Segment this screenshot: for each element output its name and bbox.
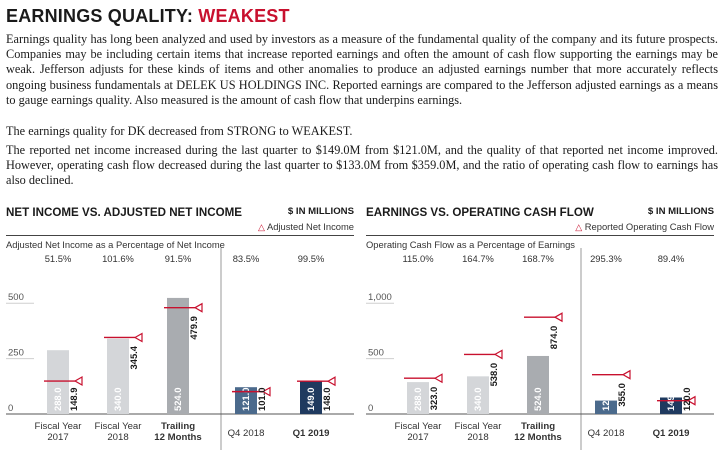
y-tick-label: 1,000: [368, 292, 392, 304]
percentage-label: 51.5%: [44, 253, 72, 264]
bar-value-label: 149.0: [305, 387, 316, 411]
legend-label: Adjusted Net Income: [266, 221, 354, 232]
net-income-panel: [6, 200, 354, 456]
triangle-marker-icon: [435, 374, 442, 382]
marker-value-label: 148.9: [68, 387, 79, 411]
triangle-marker-icon: [555, 313, 562, 321]
y-tick-label: 0: [8, 403, 14, 414]
panel-title: EARNINGS VS. OPERATING CASH FLOW: [366, 206, 594, 219]
page-title: [6, 6, 290, 27]
category-label: Fiscal Year: [94, 421, 142, 432]
bar-value-label: 524.0: [532, 387, 543, 411]
bar-value-label: 524.0: [172, 387, 183, 411]
cash-flow-panel: [366, 200, 714, 456]
triangle-marker-icon: [135, 333, 142, 341]
category-label: 2017: [47, 432, 69, 443]
legend-label: Reported Operating Cash Flow: [584, 221, 714, 232]
cash-flow-chart: [366, 200, 714, 456]
bar-value-label: 340.0: [472, 387, 483, 411]
panel-title: NET INCOME VS. ADJUSTED NET INCOME: [6, 206, 242, 219]
category-label: Trailing: [160, 421, 196, 432]
category-label: 12 Months: [514, 432, 562, 443]
y-tick-label: 500: [368, 347, 384, 359]
category-label: Trailing: [520, 421, 556, 432]
category-label: Q1 2019: [652, 428, 690, 439]
category-label: Q4 2018: [587, 428, 625, 439]
bar-value-label: 121.0: [240, 387, 251, 411]
category-label: 2018: [467, 432, 489, 443]
category-label: 2017: [407, 432, 429, 443]
category-label: Q4 2018: [227, 428, 265, 439]
marker-value-label: 874.0: [548, 325, 559, 350]
marker-value-label: 323.0: [428, 386, 439, 411]
y-tick-label: 0: [368, 403, 374, 414]
title-rating: WEAKEST: [198, 6, 290, 26]
percent-subtitle: Adjusted Net Income as a Percentage of Net Income: [6, 239, 225, 250]
category-label: Fiscal Year: [394, 421, 442, 432]
bar-value-label: 121.0: [600, 387, 611, 411]
marker-value-label: 345.4: [128, 346, 139, 370]
marker-value-label: 538.0: [488, 362, 499, 387]
category-label: Fiscal Year: [34, 421, 82, 432]
marker-value-label: 101.0: [256, 387, 267, 411]
y-tick-label: 500: [8, 292, 24, 304]
bar-value-label: 340.0: [112, 387, 123, 411]
bar-value-label: 288.0: [412, 387, 423, 411]
marker-value-label: 479.9: [188, 316, 199, 340]
triangle-marker-icon: [328, 377, 335, 385]
triangle-marker-icon: [195, 304, 202, 312]
category-label: Q1 2019: [292, 428, 330, 439]
category-label: 12 Months: [154, 432, 202, 443]
marker-value-label: 120.0: [681, 387, 692, 411]
percentage-label: 115.0%: [402, 253, 434, 264]
y-tick-label: 250: [8, 347, 24, 359]
intro-paragraph: Earnings quality has long been analyzed and used by investors as a measure of the fundamental quality of the company and its future prospects. Companies may be including certain items that increase reported earnings and often the amount of cash flow supporting the earnings may be weak. Jefferson adjusts for these kinds of items and other anomalies to produce an adjusted earnings number that more accurately reflects ongoing business fundamentals at DELEK US HOLDINGS INC. Reported earnings are compared to the Jefferson adjusted earnings as a means to gauge earnings quality. Also measured is the amount of cash flow that underpins earnings.: [6, 32, 718, 107]
percentage-label: 83.5%: [232, 253, 260, 264]
percentage-label: 89.4%: [657, 253, 685, 264]
marker-value-label: 355.0: [616, 383, 627, 407]
percentage-label: 101.6%: [102, 253, 134, 264]
net-income-chart: [6, 200, 354, 456]
quality-change-paragraph: The earnings quality for DK decreased from STRONG to WEAKEST.: [6, 124, 353, 138]
income-cashflow-paragraph: The reported net income increased during the last quarter to $149.0M from $121.0M, and the quality of that reported net income improved. However, operating cash flow decreased during the last quarter to $133.0M from $359.0M, and the ratio of operating cash flow to earnings has also declined.: [6, 143, 718, 188]
triangle-marker-icon: [623, 371, 630, 379]
triangle-marker-icon: [75, 377, 82, 385]
units-label: $ IN MILLIONS: [287, 206, 354, 217]
percent-subtitle: Operating Cash Flow as a Percentage of Earnings: [366, 239, 575, 250]
bar-value-label: 288.0: [52, 387, 63, 411]
category-label: 2018: [107, 432, 129, 443]
percentage-label: 99.5%: [297, 253, 325, 264]
triangle-marker-icon: [495, 350, 502, 358]
percentage-label: 164.7%: [462, 253, 494, 264]
category-label: Fiscal Year: [454, 421, 502, 432]
triangle-marker-icon: △: [257, 222, 265, 232]
percentage-label: 295.3%: [590, 253, 622, 264]
percentage-label: 168.7%: [522, 253, 554, 264]
title-prefix: EARNINGS QUALITY:: [6, 6, 194, 26]
marker-value-label: 148.0: [321, 387, 332, 411]
percentage-label: 91.5%: [164, 253, 192, 264]
units-label: $ IN MILLIONS: [647, 206, 714, 217]
triangle-marker-icon: △: [575, 222, 583, 232]
bar-value-label: 149.0: [665, 387, 676, 411]
